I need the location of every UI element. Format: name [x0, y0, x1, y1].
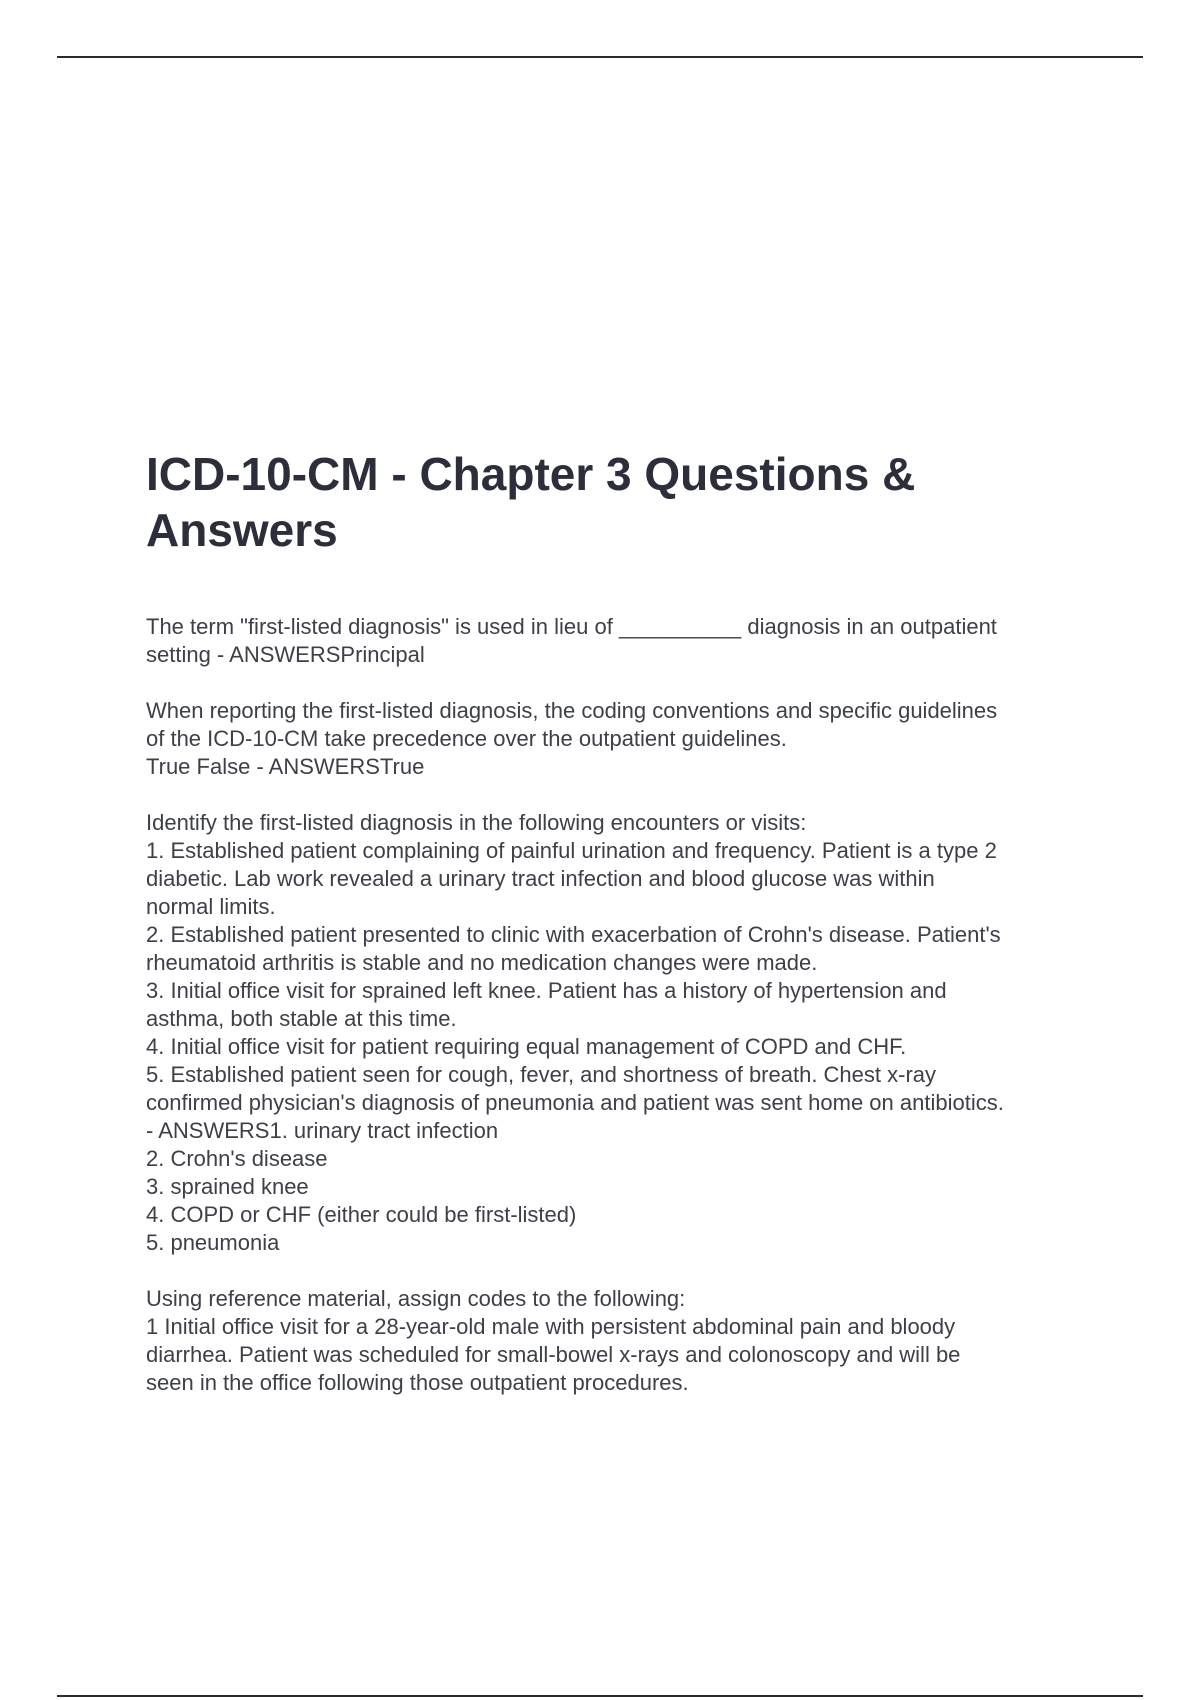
text-line: asthma, both stable at this time. — [146, 1006, 457, 1031]
text-line: rheumatoid arthritis is stable and no medication changes were made. — [146, 950, 818, 975]
qa-block-1 — [146, 613, 1096, 669]
text-line: diabetic. Lab work revealed a urinary tract infection and blood glucose was within — [146, 866, 935, 891]
text-line: 4. COPD or CHF (either could be first-listed) — [146, 1202, 577, 1227]
bottom-rule — [57, 1695, 1143, 1697]
text-line: normal limits. — [146, 894, 276, 919]
text-line: 1 Initial office visit for a 28-year-old male with persistent abdominal pain and bloody — [146, 1314, 956, 1339]
text-line: When reporting the first-listed diagnosis, the coding conventions and specific guidelines — [146, 698, 998, 723]
text-line: setting - ANSWERSPrincipal — [146, 642, 425, 667]
text-line: The term "first-listed diagnosis" is used in lieu of __________ diagnosis in an outpatient — [146, 614, 997, 639]
qa-list — [146, 613, 1096, 1397]
text-line: seen in the office following those outpatient procedures. — [146, 1370, 689, 1395]
top-rule — [57, 56, 1143, 58]
text-line: - ANSWERS1. urinary tract infection — [146, 1118, 499, 1143]
text-line: of the ICD-10-CM take precedence over the outpatient guidelines. — [146, 726, 787, 751]
text-line: Identify the first-listed diagnosis in the following encounters or visits: — [146, 810, 807, 835]
text-line: 4. Initial office visit for patient requiring equal management of COPD and CHF. — [146, 1034, 907, 1059]
qa-block-3 — [146, 809, 1096, 1257]
text-line: diarrhea. Patient was scheduled for small-bowel x-rays and colonoscopy and will be — [146, 1342, 961, 1367]
text-line: Using reference material, assign codes to the following: — [146, 1286, 686, 1311]
title-line: ICD-10-CM - Chapter 3 Questions & — [146, 448, 916, 500]
text-line: 5. Established patient seen for cough, fever, and shortness of breath. Chest x-ray — [146, 1062, 937, 1087]
text-line: 5. pneumonia — [146, 1230, 280, 1255]
text-line: 2. Established patient presented to clinic with exacerbation of Crohn's disease. Patient's — [146, 922, 1001, 947]
qa-block-4 — [146, 1285, 1096, 1397]
text-line: True False - ANSWERSTrue — [146, 754, 425, 779]
qa-block-2 — [146, 697, 1096, 781]
text-line: 3. sprained knee — [146, 1174, 309, 1199]
document-body — [146, 446, 1096, 1425]
title-line: Answers — [146, 504, 338, 556]
document-title — [146, 446, 1096, 558]
text-line: 1. Established patient complaining of painful urination and frequency. Patient is a type 2 — [146, 838, 997, 863]
text-line: confirmed physician's diagnosis of pneumonia and patient was sent home on antibiotics. — [146, 1090, 1004, 1115]
text-line: 2. Crohn's disease — [146, 1146, 328, 1171]
text-line: 3. Initial office visit for sprained left knee. Patient has a history of hypertension and — [146, 978, 947, 1003]
